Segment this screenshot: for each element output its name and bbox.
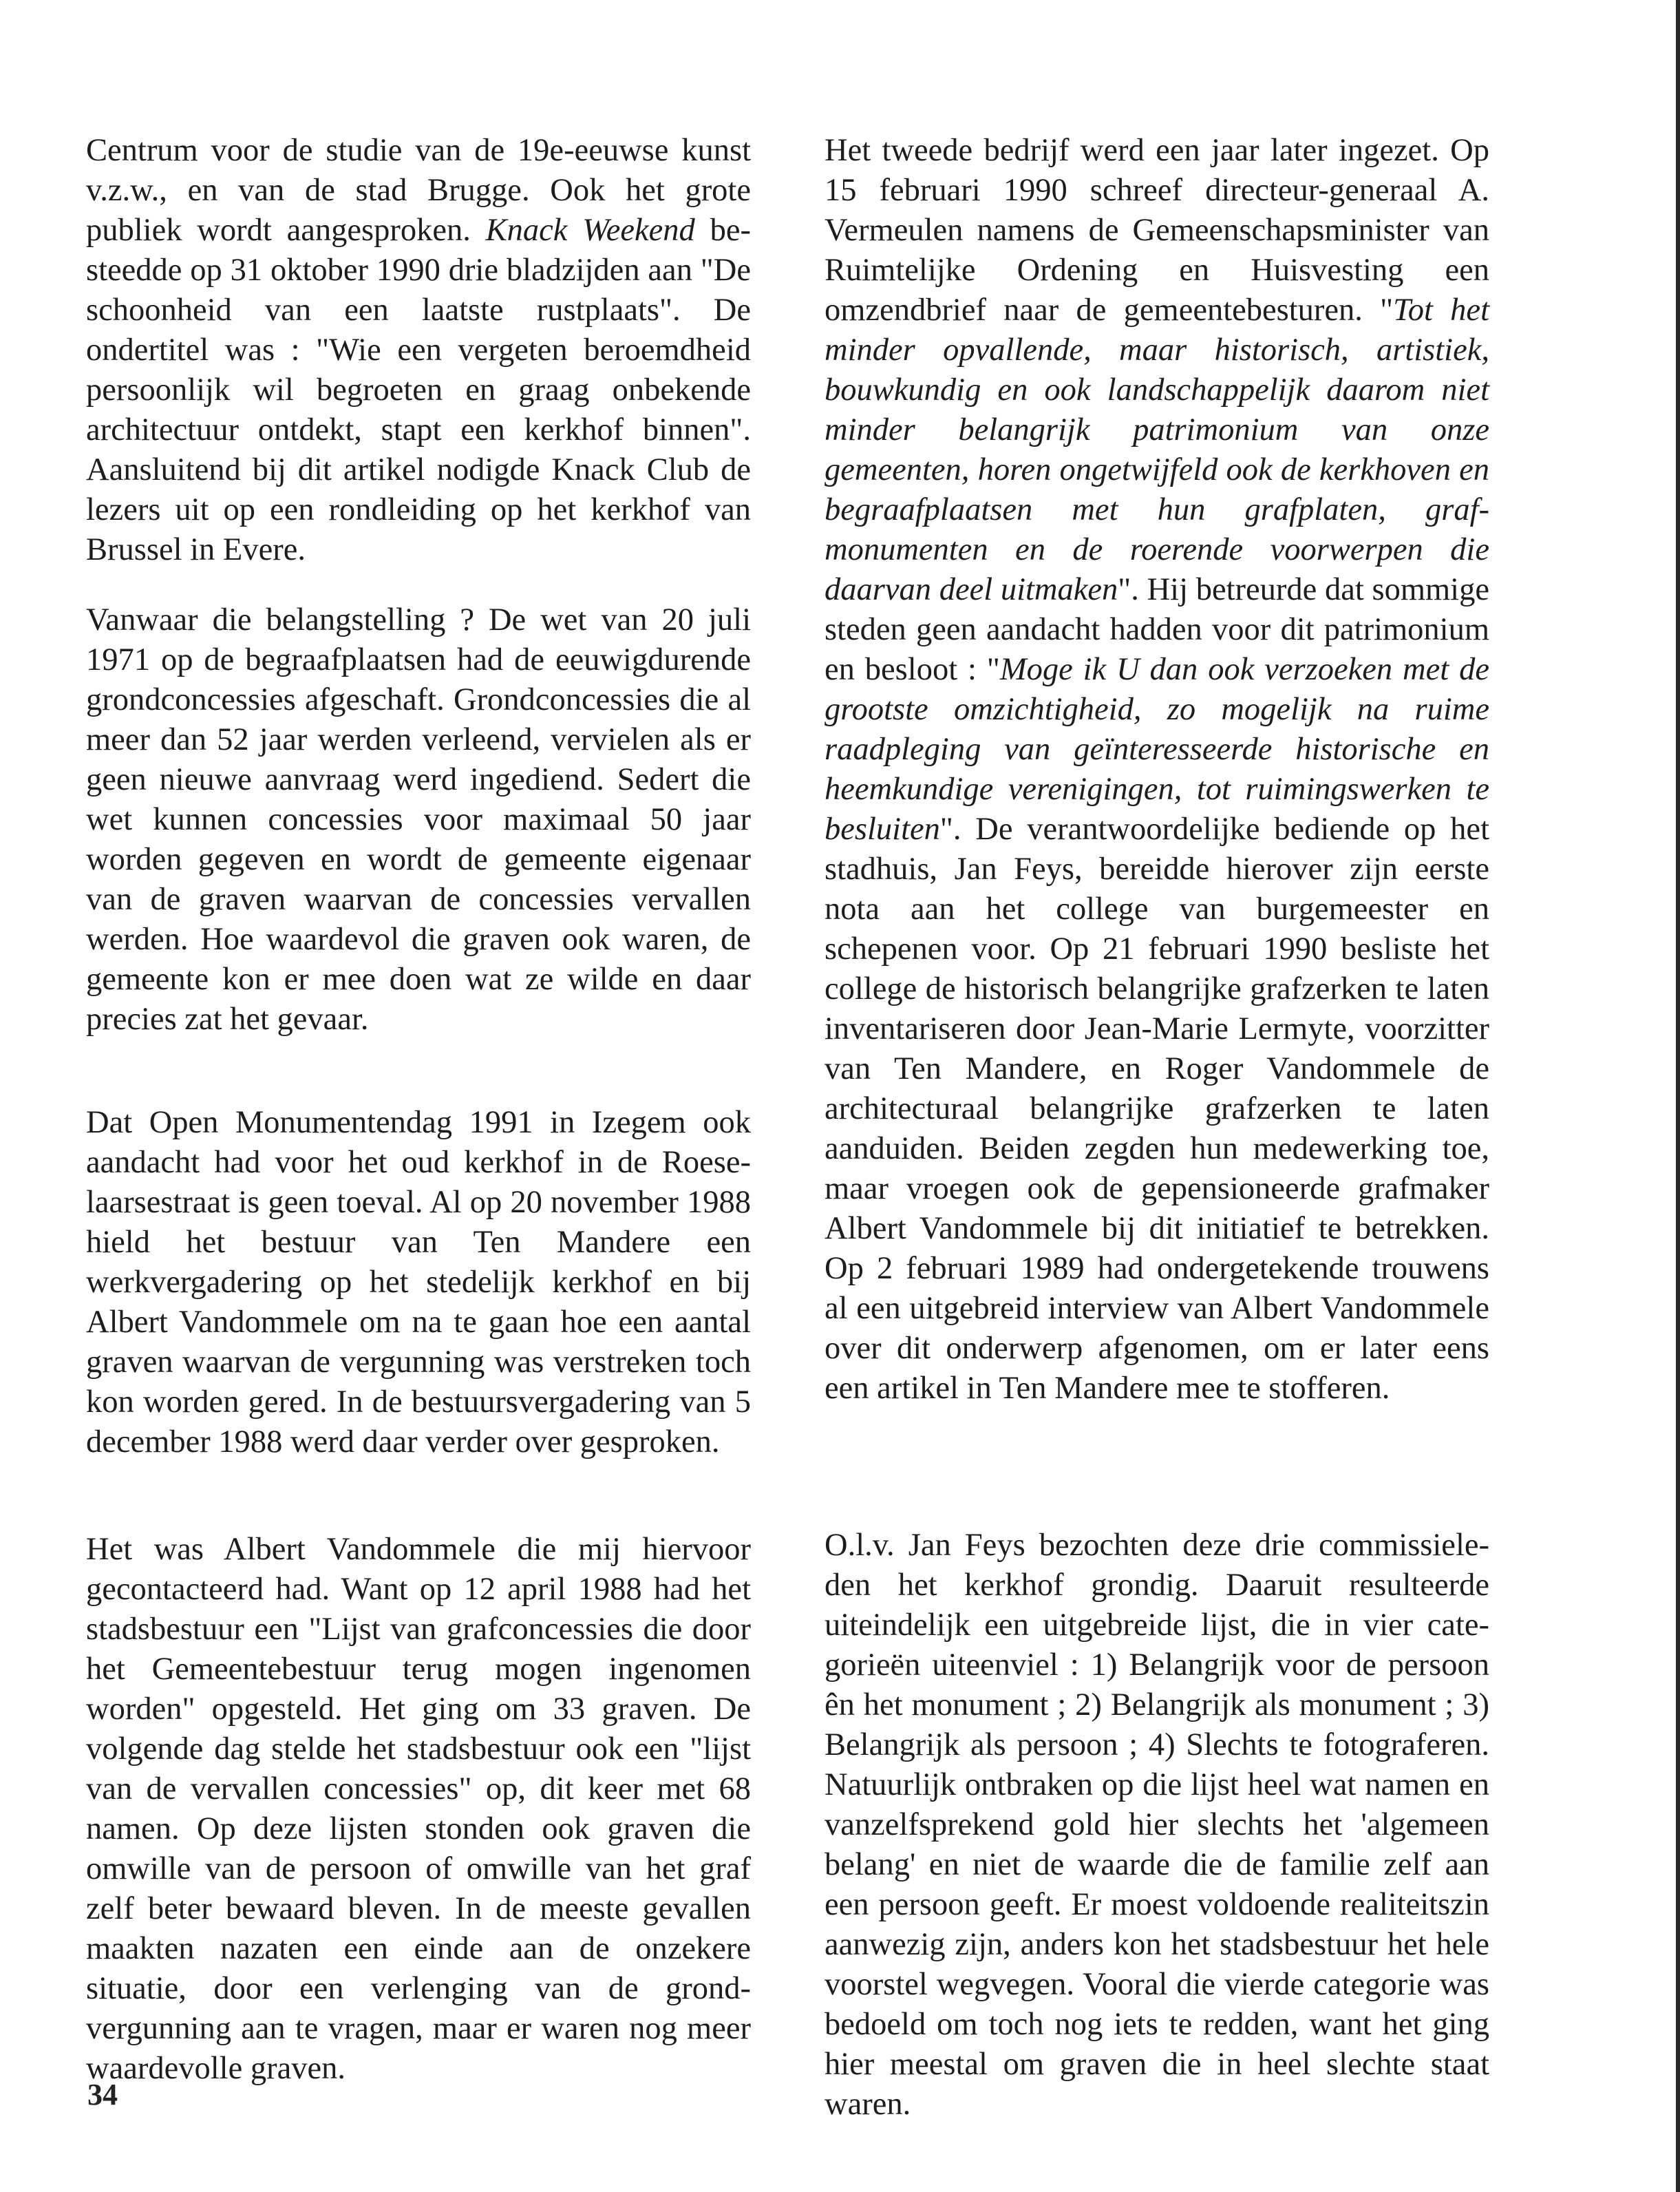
right-paragraph-1 <box>825 131 1489 1409</box>
left-paragraph-3: Dat Open Monumentendag 1991 in Izegem ook aandacht had voor het oud kerkhof in de Roeselaarsestraat is geen toeval. Al op 20 november 1988 hield het bestuur van Ten Mandere een werkvergadering op het stedelijk kerkhof en bij Albert Vandommele om na te gaan hoe een aantal graven waarvan de vergunning was verstreken toch kon worden gered. In de bestuursvergadering van 5 december 1988 werd daar verder over gesproken. <box>86 1105 751 1459</box>
left-paragraph-1 <box>86 131 751 570</box>
scan-edge <box>1676 0 1680 2192</box>
left-paragraph-4: Het was Albert Vandommele die mij hiervoor gecontacteerd had. Want op 12 april 1988 had het stadsbestuur een "Lijst van grafconcessies die door het Gemeentebestuur terug mogen ingenomen worden" opgesteld. Het ging om 33 graven. De volgende dag stelde het stadsbestuur ook een "lijst van de vervallen concessies" op, dit keer met 68 namen. Op deze lijsten stonden ook graven die omwille van de persoon of omwille van het graf zelf beter bewaard bleven. In de meeste gevallen maakten nazaten een einde aan de onzekere situatie, door een verlenging van de grondvergunning aan te vragen, maar er waren nog meer waardevolle graven. <box>86 1532 751 2086</box>
text-run: Centrum voor de studie van de 19e-eeuwse kunst v.z.w., en van de stad Brugge. Ook het grote publiek wordt aangesproken. <box>86 133 751 248</box>
right-paragraph-2: O.l.v. Jan Feys bezochten deze drie commissieleden het kerkhof grondig. Daaruit resulteerde uiteindelijk een uitgebreide lijst, die in vier categorieën uiteenviel : 1) Belangrijk voor de persoon ên het monument ; 2) Belangrijk als monument ; 3) Belangrijk als persoon ; 4) Slechts te fotograferen. Natuurlijk ontbraken op die lijst heel wat namen en vanzelfsprekend gold hier slechts het 'algemeen belang' en niet de waarde die de familie zelf aan een persoon geeft. Er moest voldoende realiteitszin aanwezig zijn, anders kon het stadsbestuur het hele voorstel wegvegen. Vooral die vierde categorie was bedoeld om toch nog iets te redden, want het ging hier meestal om graven die in heel slechte staat waren. <box>825 1528 1489 2122</box>
italic-quote: Moge ik U dan ook verzoeken met de grootste omzichtigheid, zo mogelijk na ruime raadpleging van geïnteresseerde historische en heemkundige verenigingen, tot ruimingswerken te besluiten <box>825 652 1489 847</box>
text-run: ". De verantwoordelijke bediende op het stadhuis, Jan Feys, bereidde hierover zijn eerste nota aan het college van burgemeester en schepenen voor. Op 21 februari 1990 besliste het college de historisch belangrijke grafzerken te laten inventariseren door Jean-Marie Lermyte, voorzitter van Ten Mandere, en Roger Vandommele de architecturaal belangrijke grafzerken te laten aanduiden. Beiden zegden hun medewerking toe, maar vroegen ook de gepensioneerde grafmaker Albert Vandommele bij dit initiatief te betrekken. Op 2 februari 1989 had ondergetekende trouwens al een uitgebreid interview van Albert Vandommele over dit onderwerp afgenomen, om er later eens een artikel in Ten Mandere mee te stofferen. <box>825 812 1489 1406</box>
page-number: 34 <box>87 2078 118 2111</box>
left-paragraph-2: Vanwaar die belangstelling ? De wet van 20 juli 1971 op de begraafplaatsen had de eeuwigdurende grondconcessies afgeschaft. Grondconcessies die al meer dan 52 jaar werden verleend, vervielen als er geen nieuwe aanvraag werd ingediend. Sedert die wet kunnen concessies voor maximaal 50 jaar worden gegeven en wordt de gemeente eigenaar van de graven waarvan de concessies vervallen werden. Hoe waardevol die graven ook waren, de gemeente kon er mee doen wat ze wilde en daar precies zat het gevaar. <box>86 602 751 1037</box>
italic-title: Knack Weekend <box>485 213 695 248</box>
italic-quote: Tot het minder opvallende, maar historisch, artistiek, bouwkundig en ook landschappelijk daarom niet minder belangrijk patrimonium van onze gemeenten, horen ongetwijfeld ook de kerkhoven en begraafplaatsen met hun grafplaten, grafmonumenten en de roerende voorwerpen die daarvan deel uitmaken <box>825 293 1489 607</box>
text-run: besteedde op 31 oktober 1990 drie bladzijden aan "De schoonheid van een laatste rustplaats". De ondertitel was : "Wie een vergeten beroemdheid persoonlijk wil begroeten en graag onbekende architectuur ontdekt, stapt een kerkhof binnen". Aansluitend bij dit artikel nodigde Knack Club de lezers uit op een rondleiding op het kerkhof van Brussel in Evere. <box>86 213 751 567</box>
text-run: Het tweede bedrijf werd een jaar later ingezet. Op 15 februari 1990 schreef directeur-generaal A. Vermeulen namens de Gemeenschapsminister van Ruimtelijke Ordening en Huisvesting een omzendbrief naar de gemeentebesturen. " <box>825 133 1489 328</box>
text-run: ". Hij betreurde dat sommige steden geen aandacht hadden voor dit patrimonium en besloot : " <box>825 572 1489 687</box>
right-column <box>825 131 1489 2125</box>
left-column <box>86 131 751 2089</box>
